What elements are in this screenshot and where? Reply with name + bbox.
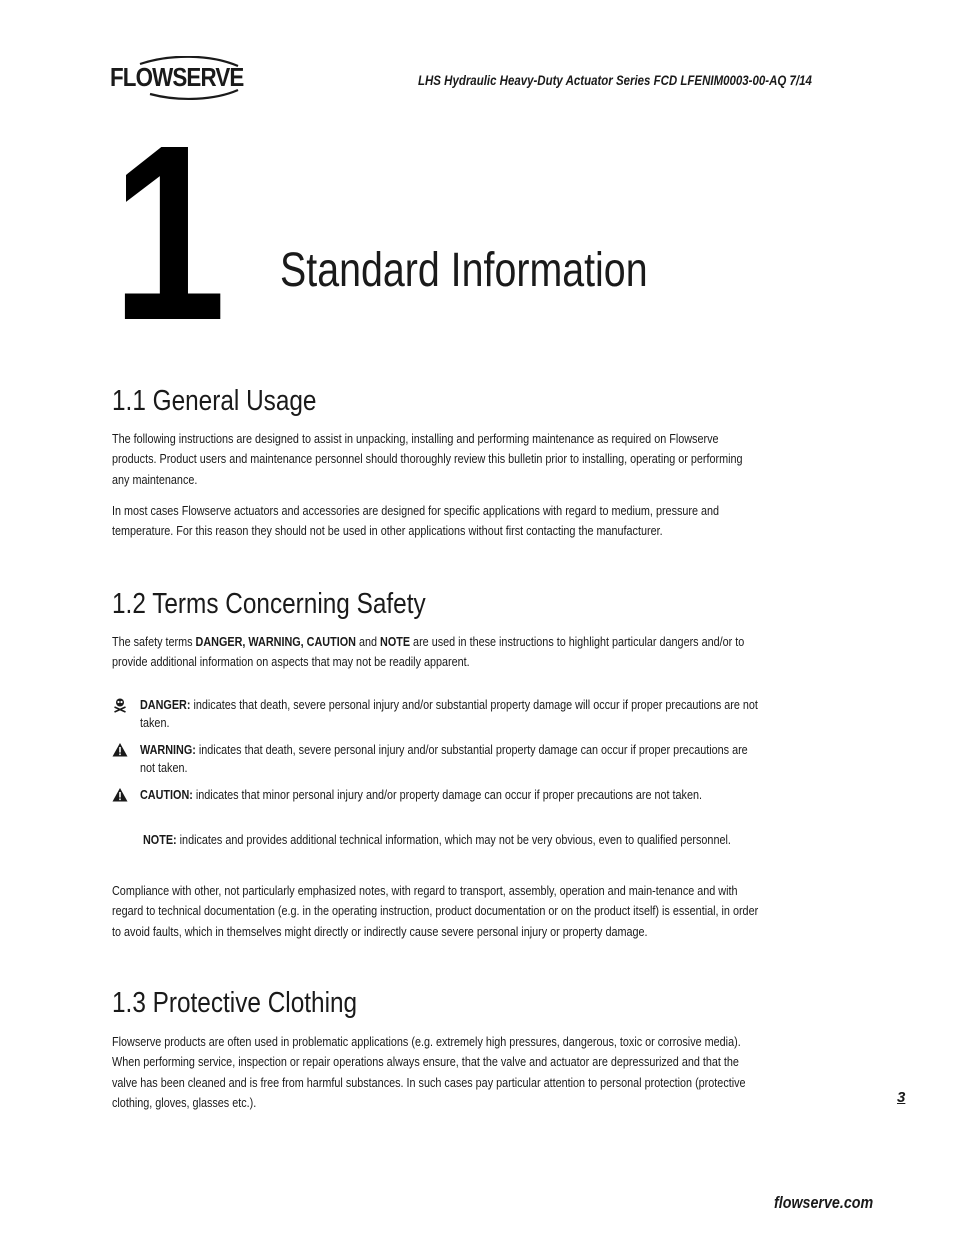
protective-clothing-paragraph: Flowserve products are often used in problematic applications (e.g. extremely high pressures, dangerous, toxic or corrosive media). When performing service, inspection or repair operations always ensure, that the valve and actuator are depressurized and that the valve has been cleaned and is free from harmful substances. In such cases pay particular attention to personal protection (protective clothing, gloves, glasses etc.).	[112, 1034, 746, 1110]
warning-triangle-icon	[112, 787, 128, 803]
danger-description: indicates that death, severe personal injury and/or substantial property damage will occur if proper precautions are not taken.	[140, 697, 758, 730]
warning-label: WARNING:	[140, 742, 196, 757]
warning-text	[140, 741, 763, 777]
safety-intro-note: NOTE	[380, 634, 411, 649]
general-usage-paragraph-2: In most cases Flowserve actuators and accessories are designed for specific applications with regard to medium, pressure and temperature. For this reason they should not be used in other applications without first contacting the manufacturer.	[112, 503, 720, 539]
compliance-paragraph: Compliance with other, not particularly emphasized notes, with regard to transport, assembly, operation and main-tenance and with regard to technical documentation (e.g. in the operating instruction, product documentation or on the product itself) is essential, in order to avoid faults, which in themselves might directly or indirectly cause severe personal injury or property damage.	[112, 883, 759, 939]
safety-intro-prefix: The safety terms	[112, 634, 196, 649]
section-heading-safety: 1.2 Terms Concerning Safety	[112, 588, 426, 620]
warning-triangle-icon	[112, 742, 128, 758]
danger-label: DANGER:	[140, 697, 191, 712]
caution-text	[140, 786, 763, 804]
safety-intro-paragraph	[112, 632, 760, 673]
caution-description: indicates that minor personal injury and/or property damage can occur if proper precautions are not taken.	[192, 787, 702, 802]
danger-text	[140, 696, 763, 732]
section-heading-general-usage: 1.1 General Usage	[112, 385, 317, 417]
page-number: 3	[897, 1089, 906, 1106]
chapter-number: 1	[112, 93, 227, 372]
safety-intro-and: and	[355, 634, 381, 649]
note-description: indicates and provides additional technical information, which may not be very obvious, even to qualified personnel.	[176, 832, 731, 847]
note-text	[143, 830, 766, 850]
footer-url-link[interactable]: flowserve.com	[774, 1193, 874, 1212]
safety-intro-suffix: are used in these instructions to highlight particular dangers and/or to provide additional information on aspects that may not be readily apparent.	[112, 634, 745, 670]
caution-label: CAUTION:	[140, 787, 193, 802]
skull-crossbones-icon	[112, 697, 128, 713]
logo-wordmark: FLOWSERVE	[110, 62, 244, 92]
chapter-title: Standard Information	[280, 244, 648, 297]
safety-intro-terms: DANGER, WARNING, CAUTION	[195, 634, 356, 649]
warning-description: indicates that death, severe personal injury and/or substantial property damage can occur if proper precautions are not taken.	[140, 742, 748, 775]
section-heading-protective-clothing: 1.3 Protective Clothing	[112, 987, 358, 1019]
general-usage-paragraph-1: The following instructions are designed to assist in unpacking, installing and performing maintenance as required on Flowserve products. Product users and maintenance personnel should thoroughly review this bulletin prior to installing, operating or performing any maintenance.	[112, 431, 743, 487]
document-reference: LHS Hydraulic Heavy-Duty Actuator Series FCD LFENIM0003-00-AQ 7/14	[418, 72, 812, 88]
note-label: NOTE:	[143, 832, 177, 847]
